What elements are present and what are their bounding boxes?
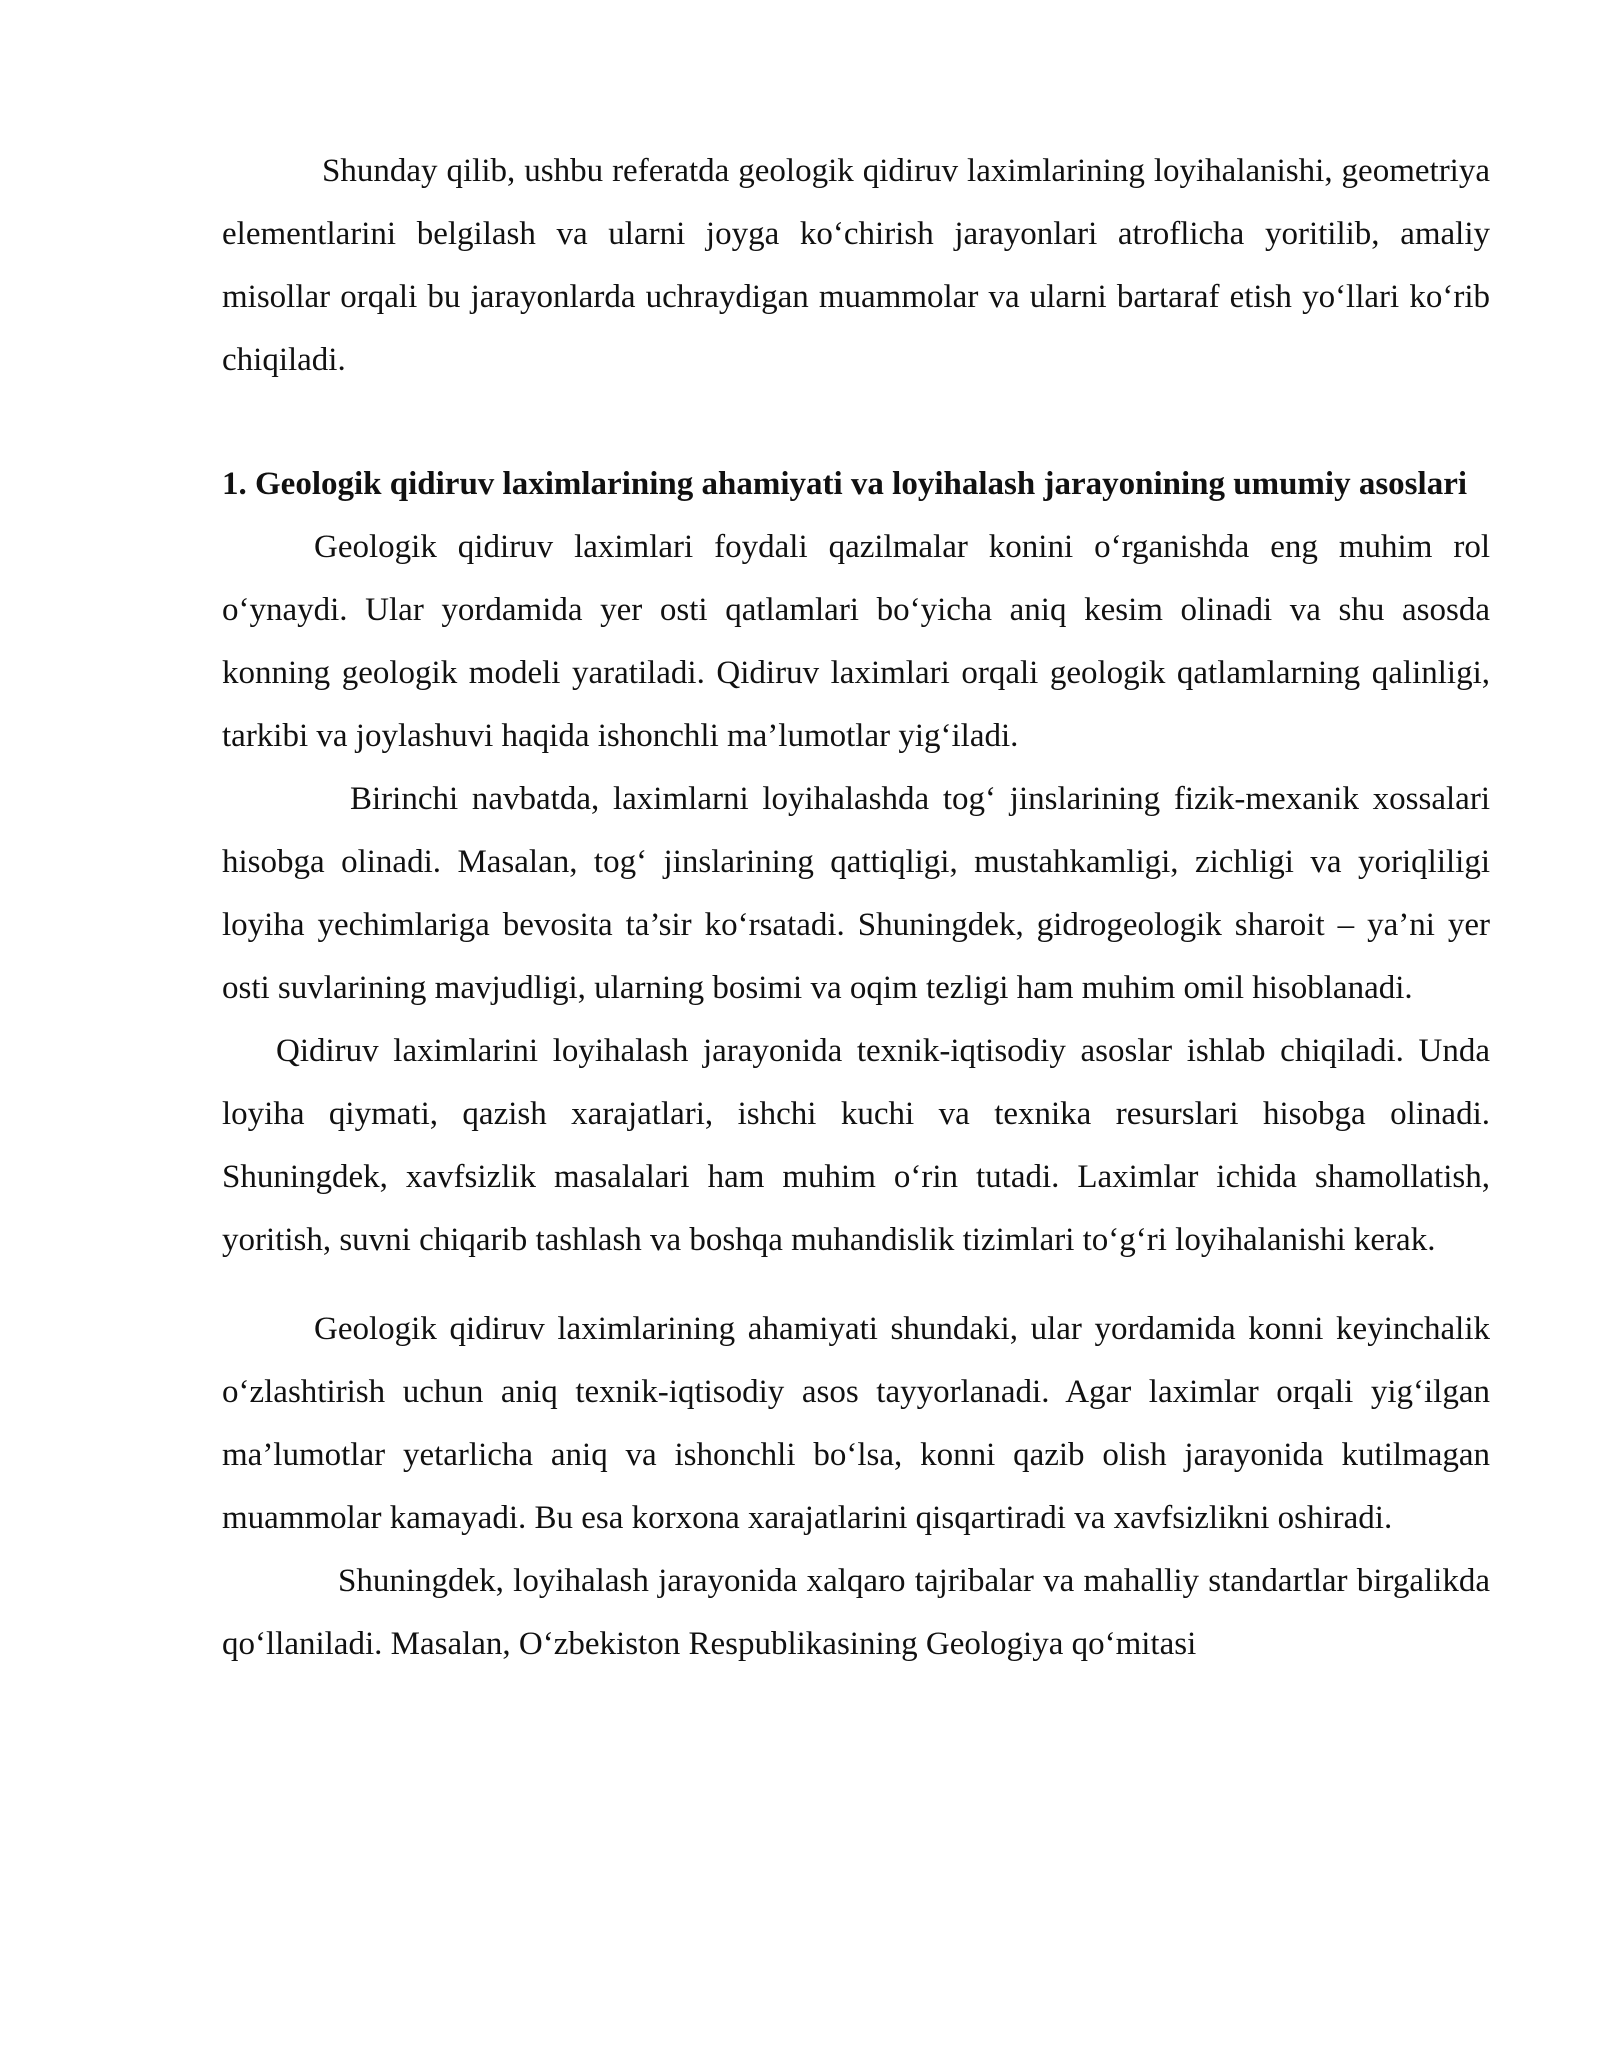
section-heading: 1. Geologik qidiruv laximlarining ahamiyati va loyihalash jarayonining umumiy asoslari [222, 466, 1468, 502]
spacer [222, 392, 1490, 453]
body-paragraph-3: Qidiruv laximlarini loyihalash jarayonida texnik-iqtisodiy asoslar ishlab chiqiladi. Unda loyiha qiymati, qazish xarajatlari, ishchi kuchi va texnika resurslari hisobga olinadi. Shuningdek, xavfsizlik masalalari ham muhim o‘rin tutadi. Laximlar ichida shamollatish, yoritish, suvni chiqarib tashlash va boshqa muhandislik tizimlari to‘g‘ri loyihalanishi kerak. [222, 1033, 1490, 1258]
document-page [222, 140, 1490, 1676]
body-paragraph-4: Geologik qidiruv laximlarining ahamiyati shundaki, ular yordamida konni keyinchalik o‘zlashtirish uchun aniq texnik-iqtisodiy asos tayyorlanadi. Agar laximlar orqali yig‘ilgan ma’lumotlar yetarlicha aniq va ishonchli bo‘lsa, konni qazib olish jarayonida kutilmagan muammolar kamayadi. Bu esa korxona xarajatlarini qisqartiradi va xavfsizlikni oshiradi. [222, 1311, 1490, 1536]
body-paragraph-1: Geologik qidiruv laximlari foydali qazilmalar konini o‘rganishda eng muhim rol o‘ynaydi. Ular yordamida yer osti qatlamlari bo‘yicha aniq kesim olinadi va shu asosda konning geologik modeli yaratiladi. Qidiruv laximlari orqali geologik qatlamlarning qalinligi, tarkibi va joylashuvi haqida ishonchli ma’lumotlar yig‘iladi. [222, 529, 1490, 754]
body-paragraph-5: Shuningdek, loyihalash jarayonida xalqaro tajribalar va mahalliy standartlar birgalikda qo‘llaniladi. Masalan, O‘zbekiston Respublikasining Geologiya qo‘mitasi [222, 1563, 1490, 1662]
spacer [222, 1272, 1490, 1298]
body-paragraph-2: Birinchi navbatda, laximlarni loyihalashda tog‘ jinslarining fizik-mexanik xossalari hisobga olinadi. Masalan, tog‘ jinslarining qattiqligi, mustahkamligi, zichligi va yoriqliligi loyiha yechimlariga bevosita ta’sir ko‘rsatadi. Shuningdek, gidrogeologik sharoit – ya’ni yer osti suvlarining mavjudligi, ularning bosimi va oqim tezligi ham muhim omil hisoblanadi. [222, 781, 1490, 1006]
intro-paragraph: Shunday qilib, ushbu referatda geologik qidiruv laximlarining loyihalanishi, geometriya elementlarini belgilash va ularni joyga ko‘chirish jarayonlari atroflicha yoritilib, amaliy misollar orqali bu jarayonlarda uchraydigan muammolar va ularni bartaraf etish yo‘llari ko‘rib chiqiladi. [222, 153, 1490, 378]
